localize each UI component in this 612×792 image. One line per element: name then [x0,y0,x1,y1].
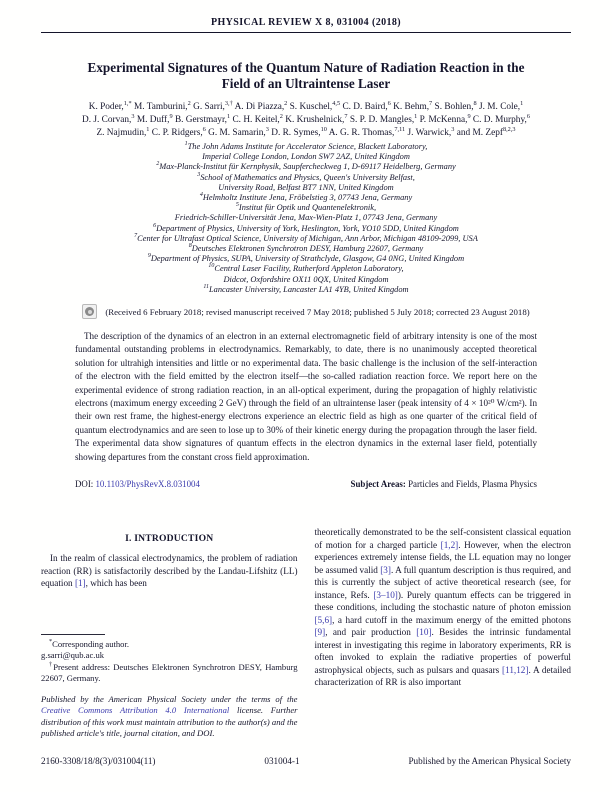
affiliation-text: Department of Physics, SUPA, University of Strathclyde, Glasgow, G4 0NG, United Kingdom [150,254,465,264]
title-line2: Field of an Ultraintense Laser [221,76,391,91]
author-list [0,101,612,140]
author-name: K. Krushelnick, [285,115,345,125]
author-name: P. McKenna, [419,115,468,125]
doi-link[interactable]: 10.1103/PhysRevX.8.031004 [95,479,200,490]
left-column [41,524,298,740]
affiliation-line [0,193,612,203]
affiliation-number: 1 [184,141,188,148]
affiliation-number: 8 [188,243,192,250]
header-rule [41,32,571,33]
footer-page-number: 031004-1 [264,756,300,766]
affiliation-text: Central Laser Facility, Rutherford Appleton Laboratory, [214,264,404,274]
author-line [0,114,612,127]
citation-link[interactable]: [9] [314,627,326,637]
author-name: B. Gerstmayr, [174,115,227,125]
received-row [0,304,612,319]
author-name: M. Duff, [136,115,170,125]
text-run: . A full quantum description is thus required, and this is currently the subject of active theoretical research (see, for instance, Refs. [314,564,572,600]
right-column-paragraph [315,526,572,689]
author-name: S. Bohlen, [434,102,474,112]
affiliation-number: 10 [208,263,215,270]
author-affiliation-ref: 7 [429,99,433,107]
citation-link[interactable]: [5,6] [314,614,333,625]
author-name: C. P. Ridgers, [151,128,203,138]
affiliation-line [0,275,612,285]
subject-areas-value: Particles and Fields, Plasma Physics [408,479,537,490]
received-text: (Received 6 February 2018; revised manuscript received 7 May 2018; published 5 July 2018; corrected 23 August 2018) [105,306,530,317]
author-name: J. M. Cole, [479,102,521,112]
affiliation-list [0,142,612,295]
author-affiliation-ref: 2 [187,99,191,107]
affiliation-number: 4 [199,192,203,199]
footnote-rule [41,634,105,635]
author-name: C. D. Baird, [342,102,388,112]
doi-label: DOI: [75,479,96,490]
text-run: ). Purely quantum effects can be triggered in these conditions, including the stochastic nature of photon emission [314,589,571,612]
author-affiliation-ref: 9 [169,112,173,120]
page-footer [41,756,571,766]
author-affiliation-ref: 6 [526,112,530,120]
author-name: D. J. Corvan, [82,115,132,125]
author-name: S. Kuschel, [289,102,333,112]
affiliation-line [0,224,612,234]
citation-link[interactable]: [1] [74,578,86,588]
author-affiliation-ref: 3,† [224,99,233,107]
author-name: D. R. Symes, [271,128,321,138]
text-run: . However, when the electron experiences extremely intense fields, the LL equation may no longer be assumed valid [314,539,571,575]
text-run: theoretically demonstrated to be the self-consistent classical equation of motion for a charged particle [314,527,571,550]
affiliation-text: Department of Physics, University of York, Heslington, York, YO10 5DD, United Kingdom [156,223,459,233]
affiliation-line [0,162,612,172]
author-affiliation-ref: 1 [520,99,524,107]
footnote-block [41,634,298,740]
affiliation-text: The John Adams Institute for Accelerator Science, Blackett Laboratory, [187,142,428,151]
affiliation-number: 2 [156,161,160,168]
affiliation-line [0,254,612,264]
author-name: A. G. R. Thomas, [328,128,395,138]
author-affiliation-ref: 8,2,3 [502,125,516,133]
affiliation-number: 6 [153,222,157,229]
footnote-email[interactable]: g.sarri@qub.ac.uk [41,650,105,661]
affiliation-line [0,285,612,295]
author-affiliation-ref: 10 [320,125,327,133]
affiliation-text: Max-Planck-Institut für Kernphysik, Saupfercheckweg 1, D-69117 Heidelberg, Germany [159,162,456,172]
footer-publisher: Published by the American Physical Society [408,756,571,766]
author-name: and M. Zepf [456,128,503,138]
footnote-dagger-marker: † [49,660,54,668]
journal-header: PHYSICAL REVIEW X 8, 031004 (2018) [210,17,402,28]
author-name: C. H. Keitel, [232,115,280,125]
text-run: , which has been [85,578,147,588]
affiliation-number: 9 [147,253,151,260]
affiliation-number: 7 [134,233,138,240]
text-run: . A detailed characterization of RR is also important [314,664,571,687]
citation-link[interactable]: [3] [380,564,391,575]
author-name: K. Poder, [88,102,124,112]
affiliation-text: Lancaster University, Lancaster LA1 4YB, United Kingdom [208,284,409,294]
author-name: Z. Najmudin, [96,128,147,138]
affiliation-text: School of Mathematics and Physics, Queen's University Belfast, [200,172,415,182]
affiliation-line [0,183,612,193]
author-affiliation-ref: 3 [451,125,455,133]
subject-areas-label: Subject Areas: [350,479,409,490]
author-name: S. P. D. Mangles, [349,115,415,125]
intro-paragraph [41,552,298,590]
crossmark-circle-icon[interactable] [82,304,97,319]
two-column-body [41,524,571,740]
author-affiliation-ref: 9 [467,112,471,120]
affiliation-text: Imperial College London, London SW7 2AZ, United Kingdom [202,152,410,162]
author-affiliation-ref: 3 [131,112,135,120]
author-affiliation-ref: 7 [344,112,348,120]
author-affiliation-ref: 1 [227,112,231,120]
affiliation-number: 11 [203,284,209,291]
author-affiliation-ref: 2 [279,112,283,120]
text-run: . Besides the intrinsic fundamental interest in investigating this regime in laboratory experiments, RR is often invoked to explain the radiative properties of powerful astrophysical objects, such as pulsars and quasars [314,627,571,675]
text-run: In the realm of classical electrodynamics, the problem of radiation reaction (RR) is satisfactorily described by the Landau-Lifshitz (LL) equation [41,553,298,588]
author-name: A. Di Piazza, [234,102,285,112]
affiliation-line [0,142,612,152]
citation-link[interactable]: [10] [416,627,432,637]
license-link[interactable]: Creative Commons Attribution 4.0 International [41,705,230,716]
affiliation-line [0,203,612,213]
author-affiliation-ref: 7,11 [394,125,406,133]
author-line [0,101,612,114]
right-column [315,524,572,740]
citation-link[interactable]: [1,2] [440,539,459,550]
affiliation-line [0,173,612,183]
affiliation-line [0,213,612,223]
affiliation-text: Center for Ultrafast Optical Science, University of Michigan, Ann Arbor, Michigan 48109-2099, USA [137,233,478,243]
affiliation-number: 3 [197,171,201,178]
meta-row [75,479,537,489]
affiliation-text: University Road, Belfast BT7 1NN, United Kingdom [218,182,394,192]
citation-link[interactable]: [11,12] [502,664,529,675]
doi-row [75,479,200,489]
affiliation-text: Didcot, Oxfordshire OX11 0QX, United Kingdom [223,274,389,284]
footnote-star-text: Corresponding author. [52,639,130,649]
affiliation-line [0,264,612,274]
footnote-corresponding [41,639,298,650]
author-affiliation-ref: 2 [284,99,288,107]
author-affiliation-ref: 1,* [123,99,132,107]
affiliation-line [0,244,612,254]
affiliation-number: 5 [235,202,239,209]
abstract-text: The description of the dynamics of an electron in an external electromagnetic field of arbitrary intensity is one of the most fundamental outstanding problems in electrodynamics. Remarkably, to date, there is no unanimously accepted theoretical solution for ultrahigh intensities and little or no experimental data. The basic challenge is the inclusion of the self-interaction of the electron with the field emitted by the electron itself—the so-called radiation reaction force. We report here on the experimental evidence of strong radiation reaction, in an all-optical experiment, during the propagation of highly relativistic electrons (maximum energy exceeding 2 GeV) through the field of an ultraintense laser (peak intensity of 4 × 10²⁰ W/cm²). In their own rest frame, the highest-energy electrons experience an electric field as high as one quarter of the critical field of quantum electrodynamics and are seen to lose up to 30% of their kinetic energy during the propagation through the laser field. The experimental data show signatures of quantum effects in the electron dynamics in the external laser field, potentially showing departures from the constant cross field approximation. [75,331,537,462]
author-affiliation-ref: 3 [265,125,269,133]
author-name: C. D. Murphy, [472,115,527,125]
affiliation-text: Deutsches Elektronen Synchrotron DESY, Hamburg 22607, Germany [191,244,424,254]
author-line [0,127,612,140]
author-affiliation-ref: 1 [414,112,418,120]
footnote-dagger-text: Present address: Deutsches Elektronen Synchrotron DESY, Hamburg 22607, Germany. [41,661,298,684]
affiliation-text: Friedrich-Schiller-Universität Jena, Max-Wien-Platz 1, 07743 Jena, Germany [174,213,438,223]
author-name: K. Behm, [393,102,430,112]
author-affiliation-ref: 4,5 [332,99,341,107]
author-name: J. Warwick, [407,128,452,138]
affiliation-text: Helmholtz Institute Jena, Fröbelstieg 3, 07743 Jena, Germany [202,193,413,203]
footer-issn: 2160-3308/18/8(3)/031004(11) [41,756,156,766]
license-notice [41,694,298,740]
author-affiliation-ref: 6 [202,125,206,133]
affiliation-line [0,234,612,244]
author-name: G. M. Samarin, [208,128,266,138]
footnote-present-address [41,662,298,685]
text-run: , and pair production [325,627,417,637]
text-run: Published by the American Physical Society under the terms of the [41,693,298,704]
text-run: , a hard cutoff in the maximum energy of the emitted photons [332,614,571,625]
subject-areas [351,479,537,489]
author-affiliation-ref: 1 [146,125,150,133]
affiliation-text: Institut für Optik und Quantenelektronik, [238,203,377,213]
affiliation-line [0,152,612,162]
author-name: M. Tamburini, [133,102,188,112]
section-heading-introduction: I. INTRODUCTION [125,533,214,544]
text-run: license. Further distribution of this work must maintain attribution to the author(s) and the published article's title, journal citation, and DOI. [41,705,298,739]
author-affiliation-ref: 6 [387,99,391,107]
title-line1: Experimental Signatures of the Quantum Nature of Radiation Reaction in the [87,60,525,75]
footnote-star-marker: * [49,638,53,646]
author-affiliation-ref: 8 [473,99,477,107]
citation-link[interactable]: [3–10] [373,589,398,600]
paper-title [48,60,564,92]
author-name: G. Sarri, [193,102,225,112]
